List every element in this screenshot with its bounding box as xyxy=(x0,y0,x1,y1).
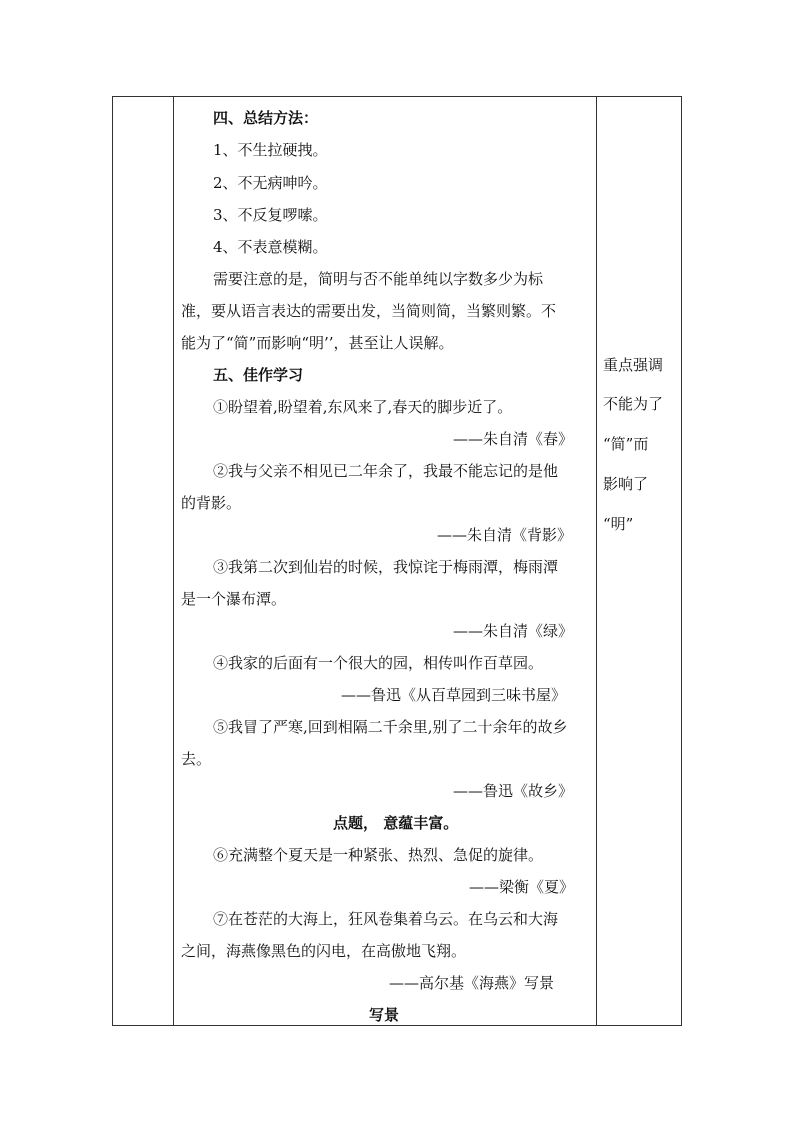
method-item-1: 1、不生拉硬拽。 xyxy=(213,141,328,159)
example-3-line-2: 是一个瀑布潭。 xyxy=(181,590,287,608)
section-heading-examples: 五、佳作学习 xyxy=(213,366,304,384)
side-note-line-1: 重点强调 xyxy=(603,356,664,374)
note-paragraph-line-1: 需要注意的是，简明与否不能单纯以字数多少为标 xyxy=(213,270,544,288)
point-note-2: 写景 xyxy=(369,1006,400,1024)
section-heading-summary: 四、总结方法： xyxy=(213,109,319,127)
example-4-source: ——鲁迅《从百草园到三味书屋》 xyxy=(341,686,567,704)
example-1-source: ——朱自清《春》 xyxy=(453,430,574,448)
note-paragraph-line-3: 能为了“简”而影响“明’’，甚至让人误解。 xyxy=(181,334,454,352)
point-note-1: 点题， 意蕴丰富。 xyxy=(333,814,459,832)
example-6-source: ——梁衡《夏》 xyxy=(469,878,575,896)
example-6: ⑥充满整个夏天是一种紧张、热烈、急促的旋律。 xyxy=(213,846,544,864)
column-divider-right xyxy=(596,97,597,1025)
side-note-line-2: 不能为了 xyxy=(603,395,664,413)
side-note-line-4: 影响了 xyxy=(603,475,649,493)
example-1: ①盼望着,盼望着,东风来了,春天的脚步近了。 xyxy=(213,398,513,416)
side-note-line-3: “简”而 xyxy=(603,435,649,453)
example-5-line-1: ⑤我冒了严寒,回到相隔二千余里,别了二十余年的故乡 xyxy=(213,718,568,736)
example-2-source: ——朱自清《背影》 xyxy=(437,526,573,544)
column-divider-left xyxy=(173,97,174,1025)
lesson-table xyxy=(112,96,682,1026)
example-7-source: ——高尔基《海燕》写景 xyxy=(389,974,555,992)
note-paragraph-line-2: 准，要从语言表达的需要出发，当简则简，当繁则繁。不 xyxy=(181,302,557,320)
method-item-2: 2、不无病呻吟。 xyxy=(213,174,328,192)
example-7-line-2: 之间，海燕像黑色的闪电，在高傲地飞翔。 xyxy=(181,942,467,960)
side-note-line-5: “明” xyxy=(603,515,634,533)
method-item-4: 4、不表意模糊。 xyxy=(213,238,328,256)
example-4: ④我家的后面有一个很大的园，相传叫作百草园。 xyxy=(213,654,544,672)
example-2-line-2: 的背影。 xyxy=(181,494,242,512)
example-5-line-2: 去。 xyxy=(181,750,212,768)
example-7-line-1: ⑦在苍茫的大海上，狂风卷集着乌云。在乌云和大海 xyxy=(213,910,559,928)
example-5-source: ——鲁迅《故乡》 xyxy=(453,782,574,800)
example-3-source: ——朱自清《绿》 xyxy=(453,622,574,640)
method-item-3: 3、不反复啰嗦。 xyxy=(213,206,328,224)
example-3-line-1: ③我第二次到仙岩的时候，我惊诧于梅雨潭，梅雨潭 xyxy=(213,558,559,576)
example-2-line-1: ②我与父亲不相见已二年余了，我最不能忘记的是他 xyxy=(213,462,559,480)
